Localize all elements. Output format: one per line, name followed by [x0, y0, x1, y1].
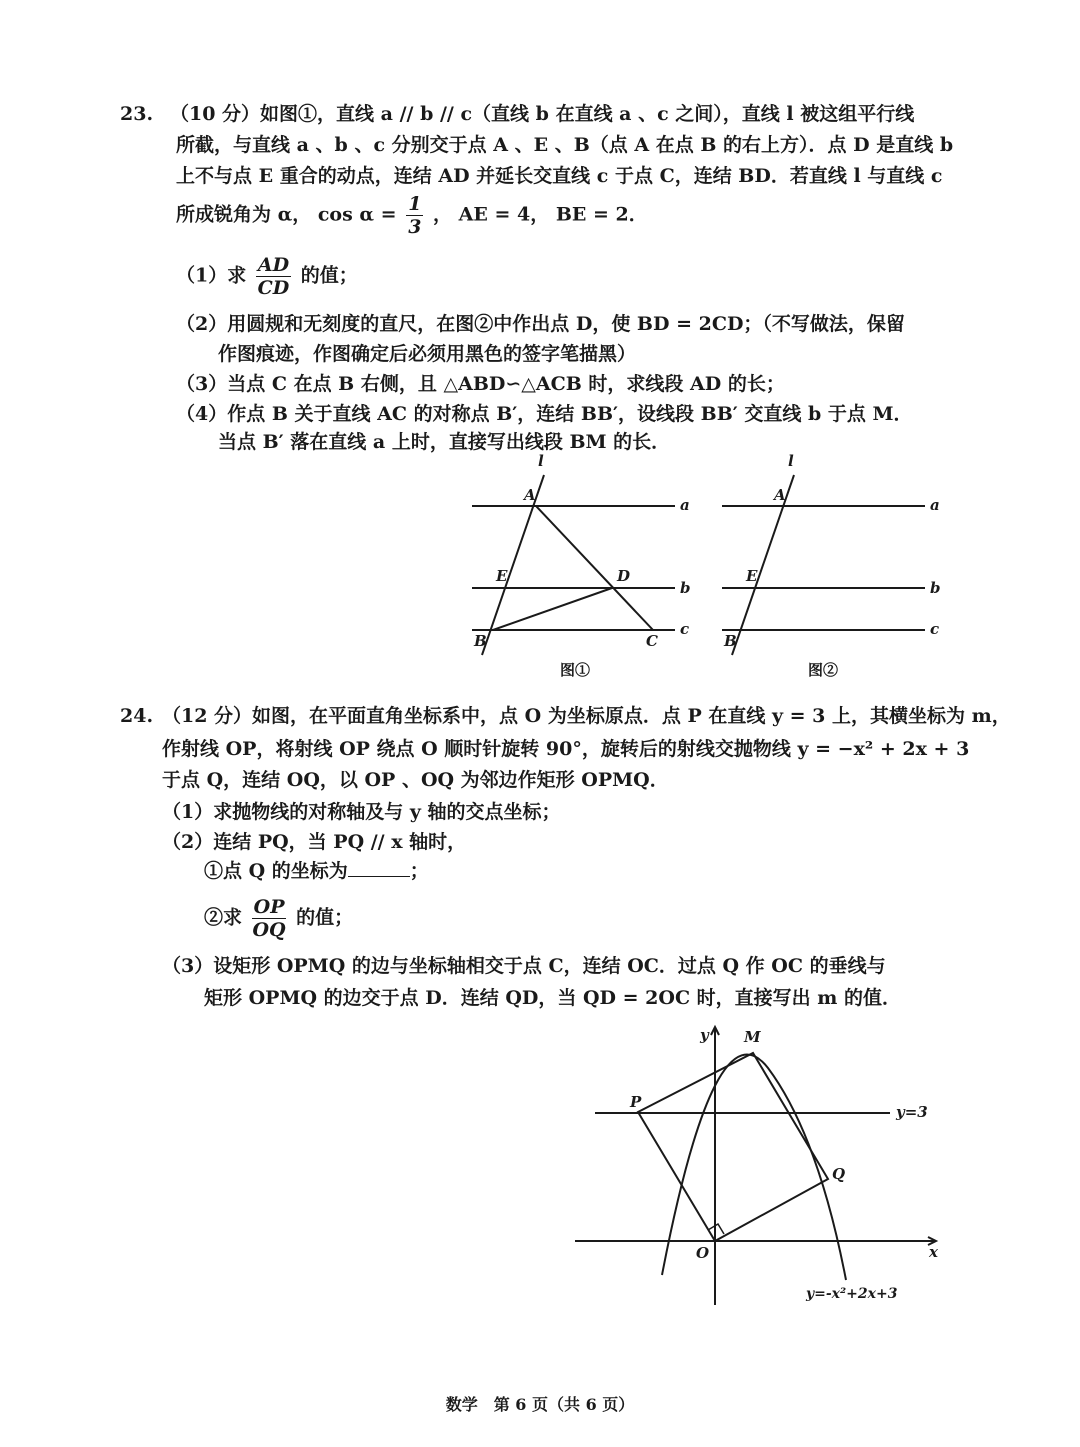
q24-part-2b-post: 的值；	[296, 906, 354, 929]
label-x: x	[929, 1243, 938, 1261]
q24-part-3-line-1: （3）设矩形 OPMQ 的边与坐标轴相交于点 C，连结 OC．过点 Q 作 OC 的垂线与	[162, 955, 886, 977]
figure-1-caption: 图①	[560, 661, 591, 679]
segment-bd	[493, 588, 612, 630]
q24-part-2b	[204, 896, 353, 941]
q23-part-3: （3）当点 C 在点 B 右侧，且 △ABD∽△ACB 时，求线段 AD 的长；	[176, 373, 785, 395]
q23-line-2: 所截，与直线 a 、b 、c 分别交于点 A 、E 、B（点 A 在点 B 的右上方）．点 D 是直线 b	[176, 134, 954, 156]
op-oq-fraction	[252, 896, 287, 941]
label-A: A	[774, 486, 786, 504]
label-M: M	[744, 1028, 761, 1046]
q23-part-2-line-1: （2）用圆规和无刻度的直尺，在图②中作出点 D，使 BD = 2CD；（不写做法，保留	[176, 313, 905, 335]
q23-part-4-line-2: 当点 B′ 落在直线 a 上时，直接写出线段 BM 的长．	[218, 431, 671, 453]
label-y: y	[700, 1026, 709, 1044]
label-l: l	[788, 452, 794, 470]
label-B: B	[474, 632, 487, 650]
q24-part-2a-post: ；	[409, 860, 429, 882]
parabola	[662, 1055, 846, 1280]
label-c: c	[930, 620, 940, 638]
q23-line-1: （10 分）如图①，直线 a // b // c（直线 b 在直线 a 、c 之间），直线 l 被这组平行线	[170, 103, 915, 125]
q24-part-3-line-2: 矩形 OPMQ 的边交于点 D．连结 QD，当 QD = 2OC 时，直接写出 m 的值．	[204, 987, 902, 1009]
label-Q: Q	[832, 1165, 846, 1183]
q23-part-2-line-2: 作图痕迹，作图确定后必须用黑色的签字笔描黑）	[218, 343, 637, 365]
label-parabola: y=-x²+2x+3	[806, 1286, 898, 1302]
label-b: b	[680, 579, 691, 597]
q24-part-2b-pre: ②求	[204, 906, 243, 929]
q23-part-1	[176, 254, 358, 299]
label-a: a	[930, 496, 940, 514]
q24-figure	[570, 1020, 950, 1310]
q23-part-1-post: 的值；	[300, 264, 358, 287]
label-b: b	[930, 579, 941, 597]
q23-number: 23.	[120, 103, 154, 125]
q24-line-3: 于点 Q，连结 OQ，以 OP 、OQ 为邻边作矩形 OPMQ．	[162, 769, 669, 791]
ad-numerator: AD	[257, 254, 290, 276]
ad-cd-fraction	[256, 254, 291, 299]
q23-line-3: 上不与点 E 重合的动点，连结 AD 并延长交直线 c 于点 C，连结 BD．若直线 l 与直线 c	[176, 165, 943, 187]
label-a: a	[680, 496, 690, 514]
label-c: c	[680, 620, 690, 638]
q24-part-2a	[204, 856, 429, 885]
cos-fraction	[406, 193, 423, 238]
q23-part-1-pre: （1）求	[176, 264, 247, 287]
op-numerator: OP	[253, 896, 285, 918]
q23-line-4-pre: 所成锐角为 α， cos α =	[176, 203, 397, 226]
q24-part-2a-pre: ①点 Q 的坐标为	[204, 860, 348, 882]
cd-denominator: CD	[257, 277, 290, 299]
label-D: D	[617, 567, 631, 585]
label-A: A	[524, 486, 536, 504]
q23-line-4	[176, 193, 648, 238]
rectangle-opmq	[638, 1053, 828, 1241]
oq-denominator: OQ	[252, 919, 286, 941]
q24-number: 24.	[120, 705, 154, 727]
cos-denominator: 3	[408, 216, 422, 238]
cos-numerator: 1	[408, 193, 422, 215]
label-E: E	[496, 567, 508, 585]
label-B: B	[724, 632, 737, 650]
label-O: O	[696, 1244, 710, 1262]
label-y-equals-3: y=3	[896, 1103, 928, 1121]
q23-part-4-line-1: （4）作点 B 关于直线 AC 的对称点 B′，连结 BB′，设线段 BB′ 交直线 b 于点 M．	[176, 403, 913, 425]
q24-line-1: （12 分）如图，在平面直角坐标系中，点 O 为坐标原点．点 P 在直线 y = 3 上，其横坐标为 m，	[162, 705, 1011, 727]
figure-1	[460, 450, 700, 690]
segment-ac	[536, 506, 653, 630]
figure-2-caption: 图②	[808, 661, 839, 679]
q23-line-4-post: ， AE = 4， BE = 2．	[433, 203, 648, 226]
answer-blank	[348, 856, 410, 877]
label-E: E	[746, 567, 758, 585]
label-P: P	[630, 1093, 642, 1111]
q24-line-2: 作射线 OP，将射线 OP 绕点 O 顺时针旋转 90°，旋转后的射线交抛物线 y = −x² + 2x + 3	[162, 738, 970, 760]
page-footer: 数学 第 6 页（共 6 页）	[445, 1395, 635, 1414]
figure-2	[710, 450, 950, 690]
q24-part-2: （2）连结 PQ，当 PQ // x 轴时，	[162, 831, 467, 853]
label-C: C	[646, 632, 658, 650]
label-l: l	[538, 452, 544, 470]
q24-part-1: （1）求抛物线的对称轴及与 y 轴的交点坐标；	[162, 801, 561, 823]
